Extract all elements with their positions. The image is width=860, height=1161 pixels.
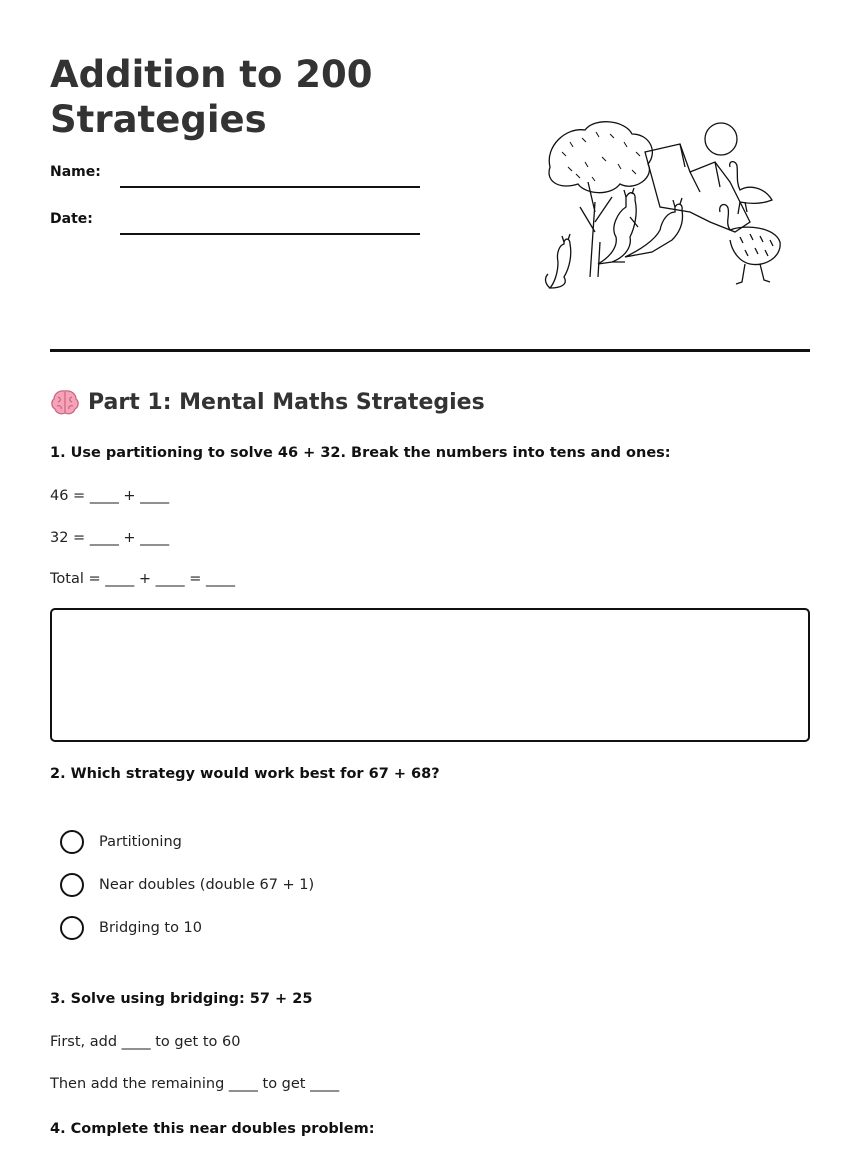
q1-answer-box[interactable] bbox=[50, 608, 810, 742]
bird-icon bbox=[730, 162, 772, 214]
australian-animals-illustration bbox=[540, 112, 790, 292]
q2-option-near-doubles[interactable] bbox=[60, 873, 314, 897]
name-label: Name: bbox=[50, 164, 101, 180]
q1-line-46[interactable]: 46 = ____ + ____ bbox=[50, 488, 170, 504]
q3-line-first[interactable]: First, add ____ to get to 60 bbox=[50, 1034, 241, 1050]
name-field-row bbox=[50, 164, 420, 180]
part1-title: Part 1: Mental Maths Strategies bbox=[88, 389, 485, 415]
date-label: Date: bbox=[50, 211, 93, 227]
question-4-prompt: 4. Complete this near doubles problem: bbox=[50, 1121, 375, 1137]
date-field-row bbox=[50, 211, 420, 227]
emu-icon bbox=[720, 205, 780, 284]
q2-option-label: Bridging to 10 bbox=[99, 920, 202, 936]
radio-button[interactable] bbox=[60, 916, 84, 940]
q2-option-partitioning[interactable] bbox=[60, 830, 182, 854]
radio-button[interactable] bbox=[60, 873, 84, 897]
worksheet-title: Addition to 200 Strategies bbox=[50, 53, 373, 141]
tree-icon bbox=[549, 122, 652, 277]
date-field[interactable] bbox=[120, 233, 420, 235]
q3-line-then[interactable]: Then add the remaining ____ to get ____ bbox=[50, 1076, 340, 1092]
question-3-prompt: 3. Solve using bridging: 57 + 25 bbox=[50, 991, 313, 1007]
sun-icon bbox=[705, 123, 737, 155]
question-2-prompt: 2. Which strategy would work best for 67 + 68? bbox=[50, 766, 440, 782]
q2-option-label: Partitioning bbox=[99, 834, 182, 850]
kangaroo-icon bbox=[598, 188, 638, 264]
q2-option-bridging[interactable] bbox=[60, 916, 202, 940]
q1-line-total[interactable]: Total = ____ + ____ = ____ bbox=[50, 571, 235, 587]
radio-button[interactable] bbox=[60, 830, 84, 854]
part1-heading bbox=[50, 388, 485, 416]
name-field[interactable] bbox=[120, 186, 420, 188]
brain-icon bbox=[50, 388, 80, 416]
question-1-prompt: 1. Use partitioning to solve 46 + 32. Break the numbers into tens and ones: bbox=[50, 445, 671, 461]
q2-option-label: Near doubles (double 67 + 1) bbox=[99, 877, 315, 893]
wallaby-icon bbox=[546, 234, 571, 288]
q1-line-32[interactable]: 32 = ____ + ____ bbox=[50, 530, 170, 546]
section-divider bbox=[50, 349, 810, 352]
